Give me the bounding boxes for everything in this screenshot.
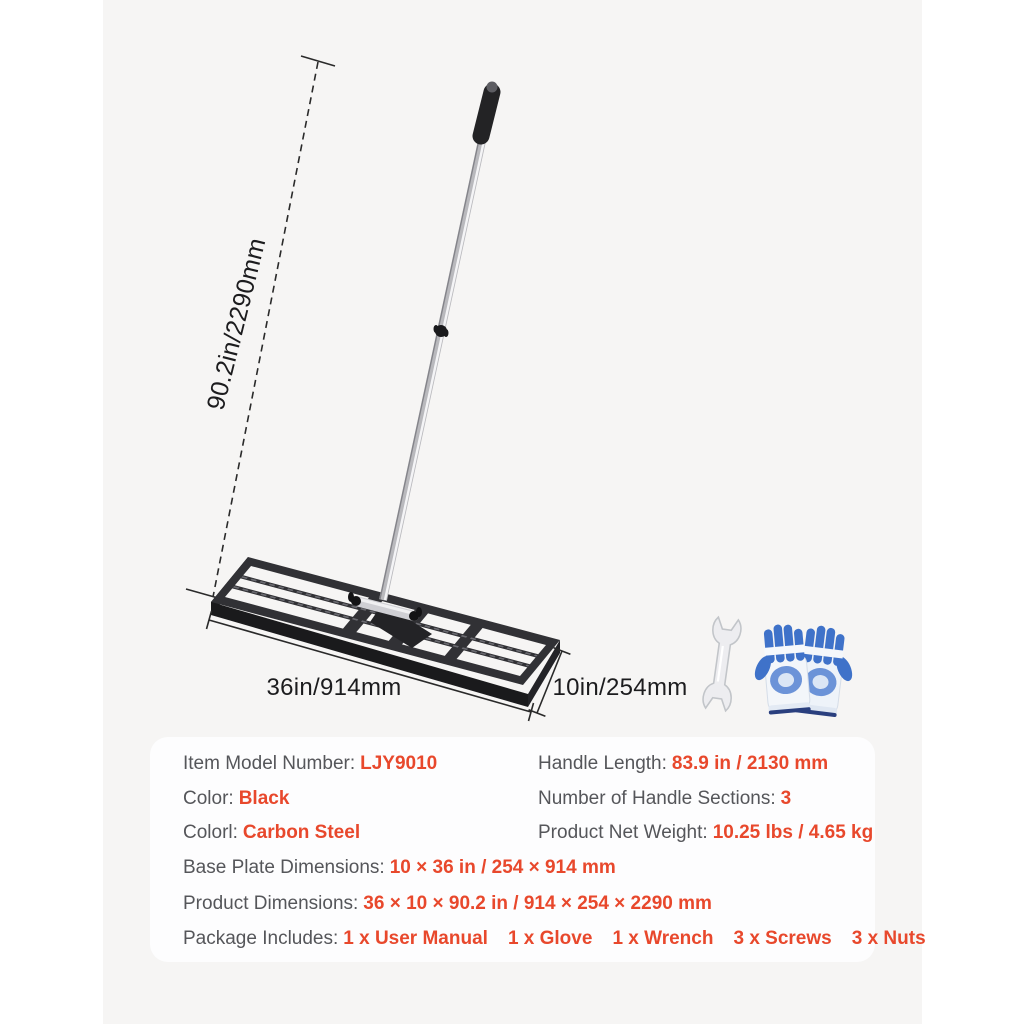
spec-item-model-value: LJY9010: [360, 753, 438, 774]
spec-net-weight: [538, 822, 873, 844]
package-item: 1 x Wrench: [612, 928, 714, 949]
spec-item-model: [183, 753, 437, 775]
spec-net-weight-label: Product Net Weight:: [538, 822, 708, 843]
package-item: 1 x Glove: [507, 928, 593, 949]
spec-net-weight-value: 10.25 lbs / 4.65 kg: [712, 822, 874, 843]
base-depth-dimension-label: 10in/254mm: [552, 674, 688, 701]
spec-material-value: Carbon Steel: [242, 822, 361, 843]
package-item: 3 x Screws: [733, 928, 832, 949]
package-item: 1 x User Manual: [343, 928, 488, 949]
base-width-dimension-label: 36in/914mm: [266, 674, 402, 701]
gloves-icon: [747, 622, 861, 719]
spec-product-dimensions-value: 36 × 10 × 90.2 in / 914 × 254 × 2290 mm: [363, 893, 712, 914]
spec-base-plate-dimensions-value: 10 × 36 in / 254 × 914 mm: [389, 857, 616, 878]
spec-material-label: Colorl:: [183, 822, 238, 843]
spec-handle-sections-label: Number of Handle Sections:: [538, 788, 776, 809]
spec-material: [183, 822, 360, 844]
spec-color-value: Black: [238, 788, 290, 809]
specifications-panel: [150, 737, 926, 962]
spec-base-plate-dimensions: [183, 857, 616, 879]
spec-color: [183, 788, 289, 810]
spec-item-model-label: Item Model Number:: [183, 753, 356, 774]
spec-color-label: Color:: [183, 788, 234, 809]
package-item: 3 x Nuts: [851, 928, 926, 949]
spec-handle-sections-value: 3: [780, 788, 792, 809]
spec-base-plate-dimensions-label: Base Plate Dimensions:: [183, 857, 385, 878]
spec-handle-sections: [538, 788, 791, 810]
spec-handle-length-label: Handle Length:: [538, 753, 667, 774]
handle-height-dimension-line: [186, 56, 335, 598]
handle-height-dimension-label: 90.2in/2290mm: [201, 234, 272, 413]
spec-package-includes: [183, 928, 926, 950]
spec-product-dimensions-label: Product Dimensions:: [183, 893, 359, 914]
spec-package-includes-label: Package Includes:: [183, 928, 339, 949]
handle-grip: [481, 92, 492, 136]
handle-pole: [380, 82, 498, 601]
spec-product-dimensions: [183, 893, 712, 915]
spec-handle-length-value: 83.9 in / 2130 mm: [671, 753, 829, 774]
spec-handle-length: [538, 753, 828, 775]
wrench-icon: [702, 617, 742, 712]
